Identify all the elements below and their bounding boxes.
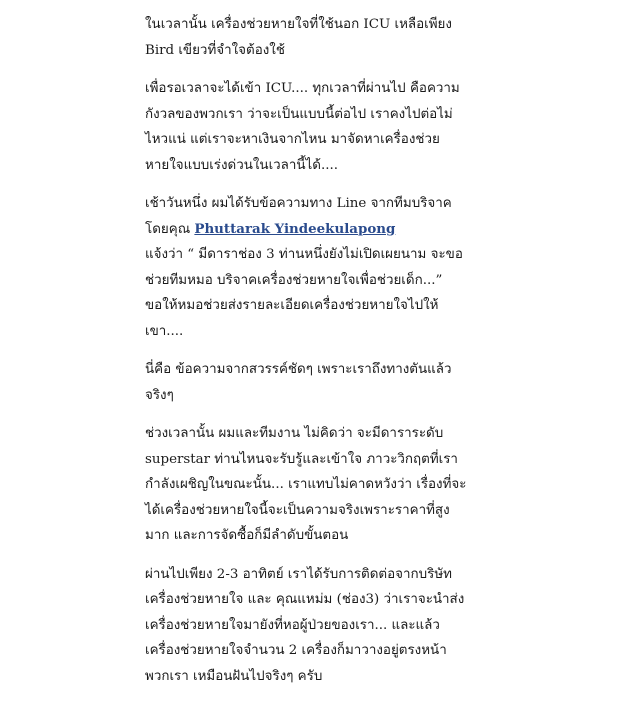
text-line: ผ่านไปเพียง 2-3 อาทิตย์ เราได้รับการติดต่อจากบริษัท (145, 566, 452, 582)
text-line: superstar ท่านไหนจะรับรู้และเข้าใจ ภาวะวิกฤตที่เรา (145, 451, 458, 467)
paragraph-superstar (145, 421, 497, 549)
paragraph-line-message (145, 191, 497, 344)
text-line: ช่วยทีมหมอ บริจาคเครื่องช่วยหายใจเพื่อช่วยเด็ก...” (145, 272, 443, 288)
article-body (145, 12, 497, 702)
text-line: ได้เครื่องช่วยหายใจนี้จะเป็นความจริงเพราะราคาที่สูง (145, 502, 450, 518)
text-line: เช้าวันหนึ่ง ผมได้รับข้อความทาง Line จากทีมบริจาค (145, 196, 452, 211)
text-line: พวกเรา เหมือนฝันไปจริงๆ ครับ (145, 668, 323, 684)
text-line: เครื่องช่วยหายใจมายังที่หอผู้ป่วยของเรา... และแล้ว (145, 617, 440, 633)
author-profile-link[interactable]: Phuttarak Yindeekulapong (194, 220, 396, 237)
paragraph-icu-bird (145, 12, 497, 63)
text-line-with-link (145, 217, 497, 243)
text-line: ในเวลานั้น เครื่องช่วยหายใจที่ใช้นอก ICU เหลือเพียง (145, 17, 452, 32)
text-line: นี่คือ ข้อความจากสวรรค์ชัดๆ เพราะเราถึงทางตันแล้ว (145, 362, 452, 377)
text-line: เครื่องช่วยหายใจ และ คุณแหม่ม (ช่อง3) ว่าเราจะนำส่ง (145, 592, 465, 607)
text-line: ขอให้หมอช่วยส่งรายละเอียดเครื่องช่วยหายใจไปให้ (145, 298, 439, 313)
text-line: ไหวแน่ แต่เราจะหาเงินจากไหน มาจัดหาเครื่องช่วย (145, 132, 440, 147)
paragraph-waiting-icu (145, 76, 497, 178)
paragraph-heaven-message (145, 357, 497, 408)
text-line: หายใจแบบเร่งด่วนในเวลานี้ได้.... (145, 157, 339, 173)
text-line: กำลังเผชิญในขณะนั้น... เราแทบไม่คาดหวังว่า เรื่องที่จะ (145, 477, 467, 492)
text-line: เขา.... (145, 323, 184, 339)
text-line: มาก และการจัดซื้อก็มีลำดับขั้นตอน (145, 528, 349, 543)
text-line: ช่วงเวลานั้น ผมและทีมงาน ไม่คิดว่า จะมีดาราระดับ (145, 426, 444, 441)
text-line: แจ้งว่า “ มีดาราช่อง 3 ท่านหนึ่งยังไม่เปิดเผยนาม จะขอ (145, 247, 463, 262)
text-line: จริงๆ (145, 387, 174, 403)
text-line: กังวลของพวกเรา ว่าจะเป็นแบบนี้ต่อไป เราคงไปต่อไม่ (145, 106, 453, 122)
text-line: Bird เขียวที่จำใจต้องใช้ (145, 42, 285, 58)
text-line: เพื่อรอเวลาจะได้เข้า ICU.... ทุกเวลาที่ผ่านไป คือความ (145, 81, 460, 96)
paragraph-delivery (145, 562, 497, 690)
text-prefix: โดยคุณ (145, 221, 195, 237)
text-line: เครื่องช่วยหายใจจำนวน 2 เครื่องก็มาวางอยู่ตรงหน้า (145, 643, 447, 658)
